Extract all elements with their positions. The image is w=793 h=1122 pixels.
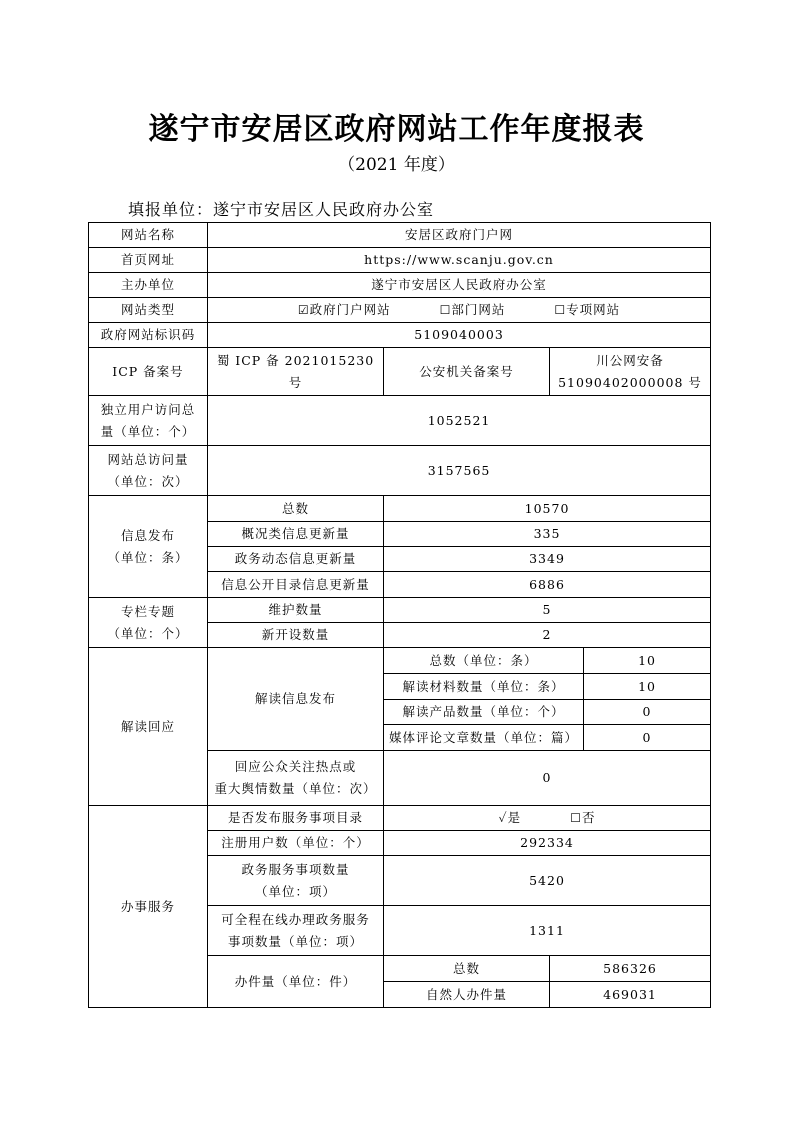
table-row (89, 298, 711, 323)
catalog-no: 否 (581, 810, 596, 825)
info-publish-label-line1: 信息发布 (120, 527, 175, 543)
sponsor-value: 遂宁市安居区人民政府办公室 (208, 273, 711, 298)
table-row (89, 348, 711, 396)
service-cases-label: 办件量（单位：件） (208, 956, 384, 1008)
checked-box-icon: ☑ (297, 303, 310, 317)
info-item-value: 10570 (384, 496, 711, 522)
column-topic-label-line1: 专栏专题 (120, 603, 175, 619)
service-items-label-line1: 政务服务事项数量 (241, 861, 350, 877)
site-id-label: 政府网站标识码 (89, 323, 208, 348)
info-item-label: 政务动态信息更新量 (208, 547, 384, 572)
police-record-value-line1: 川公网安备 (596, 352, 664, 368)
info-item-value: 3349 (384, 547, 711, 572)
unique-visitors-label-line1: 独立用户访问总 (100, 401, 196, 417)
site-type-options (208, 298, 711, 323)
interpret-item-value: 10 (584, 648, 711, 674)
icp-label: ICP 备案号 (89, 348, 208, 396)
site-type-option-portal: 政府门户网站 (309, 302, 391, 317)
interpret-item-value: 10 (584, 674, 711, 700)
response-label-line1: 回应公众关注热点或 (234, 759, 357, 774)
info-item-label: 总数 (208, 496, 384, 522)
table-row (89, 648, 711, 674)
total-visits-label (89, 446, 208, 496)
sponsor-label: 主办单位 (89, 273, 208, 298)
unique-visitors-label-line2: 量（单位：个） (100, 423, 196, 439)
icp-value: 蜀 ICP 备 2021015230 号 (208, 348, 384, 396)
info-item-label: 概况类信息更新量 (208, 522, 384, 547)
interpret-item-label: 解读材料数量（单位：条） (384, 674, 584, 700)
site-type-label: 网站类型 (89, 298, 208, 323)
interpret-item-label: 总数（单位：条） (384, 648, 584, 674)
total-visits-label-line2: （单位：次） (107, 473, 189, 489)
table-row (89, 248, 711, 273)
info-item-value: 6886 (384, 572, 711, 598)
response-value: 0 (384, 751, 711, 806)
site-name-label: 网站名称 (89, 223, 208, 248)
police-record-label: 公安机关备案号 (384, 348, 550, 396)
total-visits-value: 3157565 (208, 446, 711, 496)
police-record-value-line2: 51090402000008 号 (558, 374, 702, 390)
service-label: 办事服务 (89, 806, 208, 1008)
check-icon: ✓ (498, 810, 508, 825)
site-type-option-dept: 部门网站 (451, 302, 506, 317)
report-year: （2021 年度） (338, 155, 455, 175)
site-id-value: 5109040003 (208, 323, 711, 348)
page-title: 遂宁市安居区政府网站工作年度报表 (148, 112, 645, 147)
report-table (88, 222, 711, 1008)
response-label (208, 751, 384, 806)
unchecked-box-icon: ☐ (439, 303, 452, 317)
interpret-item-value: 0 (584, 700, 711, 725)
interpret-label: 解读回应 (89, 648, 208, 806)
service-items-value: 5420 (384, 856, 711, 906)
service-items-label (208, 856, 384, 906)
unchecked-box-icon: ☐ (570, 811, 582, 825)
total-visits-label-line1: 网站总访问量 (107, 451, 189, 467)
table-row (89, 396, 711, 446)
service-cases-total-label: 总数 (384, 956, 550, 982)
column-item-value: 5 (384, 598, 711, 623)
table-row (89, 598, 711, 623)
table-row (89, 496, 711, 522)
info-item-value: 335 (384, 522, 711, 547)
site-type-option-special: 专项网站 (566, 302, 621, 317)
unique-visitors-label (89, 396, 208, 446)
interpret-publish-label: 解读信息发布 (208, 648, 384, 751)
service-users-label: 注册用户数（单位：个） (208, 831, 384, 856)
column-item-value: 2 (384, 623, 711, 648)
filing-unit: 填报单位：遂宁市安居区人民政府办公室 (128, 200, 435, 219)
table-row (89, 446, 711, 496)
service-cases-natural-label: 自然人办件量 (384, 982, 550, 1008)
unique-visitors-value: 1052521 (208, 396, 711, 446)
info-item-label: 信息公开目录信息更新量 (208, 572, 384, 598)
service-online-label (208, 906, 384, 956)
table-row (89, 273, 711, 298)
homepage-label: 首页网址 (89, 248, 208, 273)
interpret-item-label: 解读产品数量（单位：个） (384, 700, 584, 725)
police-record-value (550, 348, 711, 396)
response-label-line2: 重大舆情数量（单位：次） (214, 781, 377, 796)
column-topic-label-line2: （单位：个） (107, 625, 189, 641)
site-name-value: 安居区政府门户网 (208, 223, 711, 248)
service-cases-total-value: 586326 (550, 956, 711, 982)
column-topic-label (89, 598, 208, 648)
table-row (89, 806, 711, 831)
table-row (89, 323, 711, 348)
info-publish-label-line2: （单位：条） (107, 549, 189, 565)
homepage-value: https://www.scanju.gov.cn (208, 248, 711, 273)
service-catalog-value (384, 806, 711, 831)
service-users-value: 292334 (384, 831, 711, 856)
column-item-label: 新开设数量 (208, 623, 384, 648)
service-online-value: 1311 (384, 906, 711, 956)
service-cases-natural-value: 469031 (550, 982, 711, 1008)
service-catalog-label: 是否发布服务事项目录 (208, 806, 384, 831)
service-items-label-line2: （单位：项） (254, 883, 336, 899)
interpret-item-value: 0 (584, 725, 711, 751)
table-row (89, 223, 711, 248)
interpret-item-label: 媒体评论文章数量（单位：篇） (384, 725, 584, 751)
service-online-label-line1: 可全程在线办理政务服务 (221, 911, 370, 927)
service-online-label-line2: 事项数量（单位：项） (227, 933, 363, 949)
catalog-yes: 是 (507, 810, 522, 825)
unchecked-box-icon: ☐ (554, 303, 567, 317)
info-publish-label (89, 496, 208, 598)
column-item-label: 维护数量 (208, 598, 384, 623)
